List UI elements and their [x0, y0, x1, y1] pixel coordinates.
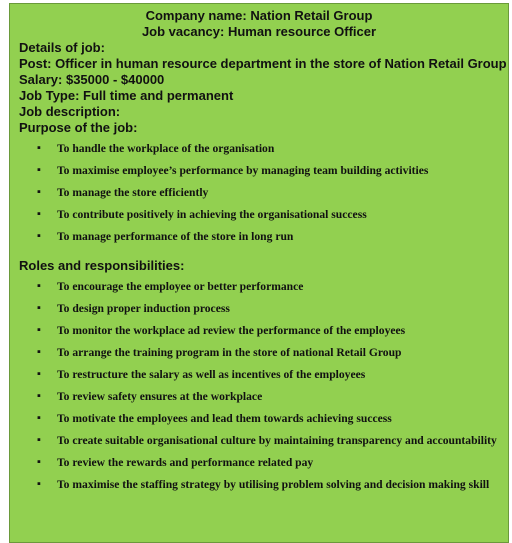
list-item: ▪ To encourage the employee or better performance [10, 277, 508, 296]
list-item: ▪ To arrange the training program in the store of national Retail Group [10, 343, 508, 362]
roles-list [10, 277, 508, 494]
bullet-icon: ▪ [37, 346, 41, 358]
bullet-icon: ▪ [37, 280, 41, 292]
list-item: ▪ To review the rewards and performance related pay [10, 453, 508, 472]
list-item: ▪ To monitor the workplace ad review the performance of the employees [10, 321, 508, 340]
purpose-list [10, 139, 508, 246]
job-vacancy-title: Job vacancy: Human resource Officer [141, 24, 377, 39]
job-type-line: Job Type: Full time and permanent [19, 88, 234, 103]
bullet-icon: ▪ [37, 390, 41, 402]
bullet-icon: ▪ [37, 208, 41, 220]
bullet-icon: ▪ [37, 412, 41, 424]
list-item: ▪ To design proper induction process [10, 299, 508, 318]
roles-heading: Roles and responsibilities: [19, 258, 185, 273]
bullet-icon: ▪ [37, 456, 41, 468]
list-item: ▪ To restructure the salary as well as incentives of the employees [10, 365, 508, 384]
list-item: ▪ To maximise employee’s performance by managing team building activities [10, 161, 508, 180]
list-item: ▪ To motivate the employees and lead them towards achieving success [10, 409, 508, 428]
purpose-heading: Purpose of the job: [19, 120, 138, 135]
bullet-icon: ▪ [37, 368, 41, 380]
list-item: ▪ To review safety ensures at the workplace [10, 387, 508, 406]
salary-line: Salary: $35000 - $40000 [19, 72, 165, 87]
post-line: Post: Officer in human resource department in the store of Nation Retail Group [19, 56, 507, 71]
bullet-icon: ▪ [37, 164, 41, 176]
bullet-icon: ▪ [37, 434, 41, 446]
details-heading: Details of job: [19, 40, 105, 55]
company-name: Company name: Nation Retail Group [145, 8, 373, 23]
bullet-icon: ▪ [37, 186, 41, 198]
bullet-icon: ▪ [37, 142, 41, 154]
bullet-icon: ▪ [37, 230, 41, 242]
list-item: ▪ To manage the store efficiently [10, 183, 508, 202]
list-item: ▪ To contribute positively in achieving the organisational success [10, 205, 508, 224]
list-item: ▪ To maximise the staffing strategy by utilising problem solving and decision making skill [10, 475, 508, 494]
list-item: ▪ To manage performance of the store in long run [10, 227, 508, 246]
job-posting-document [9, 3, 509, 543]
bullet-icon: ▪ [37, 324, 41, 336]
bullet-icon: ▪ [37, 302, 41, 314]
job-description-heading: Job description: [19, 104, 121, 119]
list-item: ▪ To create suitable organisational culture by maintaining transparency and accountability [10, 431, 508, 450]
list-item: ▪ To handle the workplace of the organisation [10, 139, 508, 158]
bullet-icon: ▪ [37, 478, 41, 490]
